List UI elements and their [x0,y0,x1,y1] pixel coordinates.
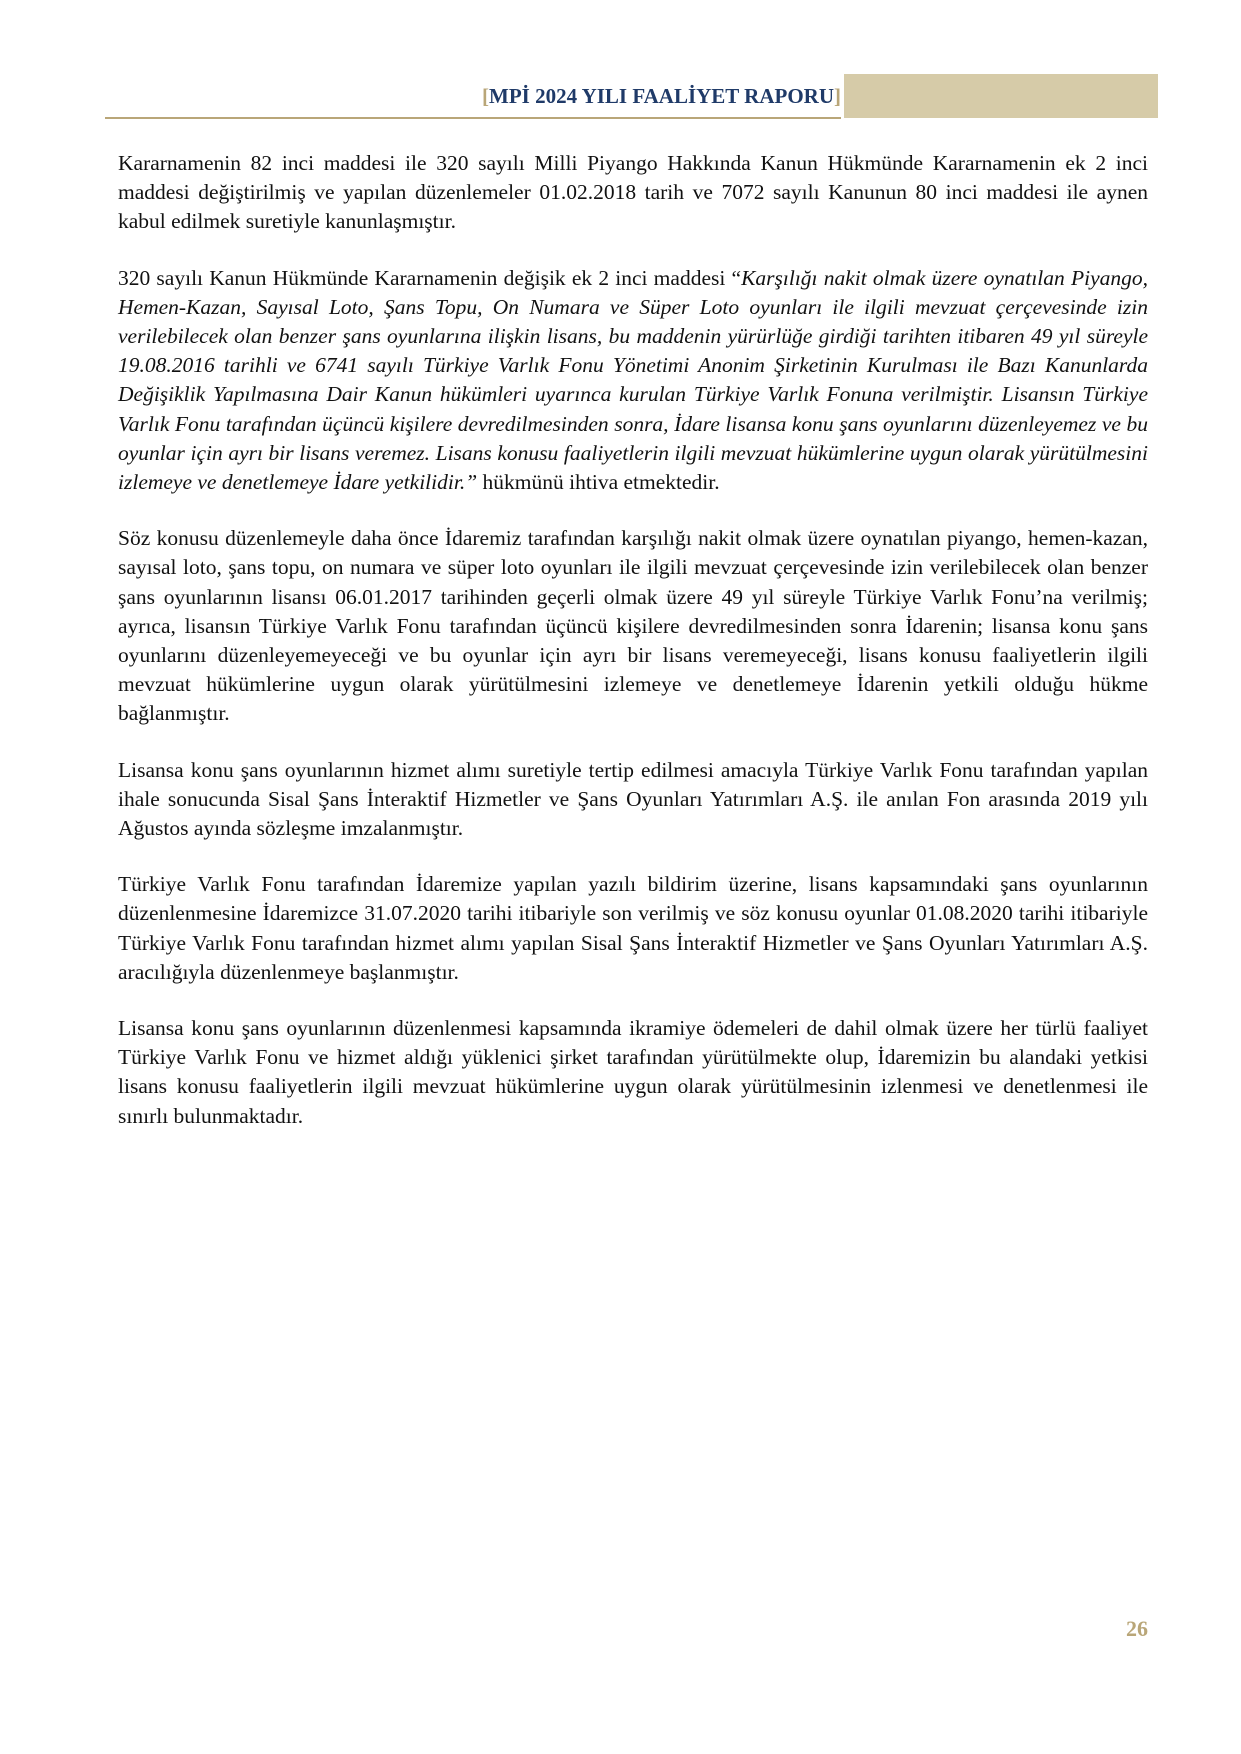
header-bracket-close: ] [834,84,841,108]
header-accent-band [844,74,1158,118]
page-header [105,74,1158,118]
paragraph-4: Lisansa konu şans oyunlarının hizmet alımı suretiyle tertip edilmesi amacıyla Türkiye Varlık Fonu tarafından yapılan ihale sonucunda Sisal Şans İnteraktif Hizmetler ve Şans Oyunları Yatırımları A.Ş. ile anılan Fon arasında 2019 yılı Ağustos ayında sözleşme imzalanmıştır. [118,757,1148,841]
paragraph-2 [118,264,1148,498]
paragraph-2-lead: 320 sayılı Kanun Hükmünde Kararnamenin değişik ek 2 inci maddesi “ [118,265,742,290]
paragraph-2-tail: hükmünü ihtiva etmektedir. [477,470,720,495]
header-title [105,74,841,118]
header-underline [105,117,841,119]
paragraph-6: Lisansa konu şans oyunlarının düzenlenmesi kapsamında ikramiye ödemeleri de dahil olmak üzere her türlü faaliyet Türkiye Varlık Fonu ve hizmet aldığı yüklenici şirket tarafından yürütülmekte olup, İdaremizin bu alandaki yetkisi lisans konusu faaliyetlerin ilgili mevzuat hükümlerine uygun olarak yürütülmesinin izlenmesi ve denetlenmesi ile sınırlı bulunmaktadır. [118,1016,1148,1128]
paragraph-2-quote: Karşılığı nakit olmak üzere oynatılan Piyango, Hemen-Kazan, Sayısal Loto, Şans Topu, On Numara ve Süper Loto oyunları ile ilgili mevzuat çerçevesinde izin verilebilecek olan benzer şans oyunlarına ilişkin lisans, bu maddenin yürürlüğe girdiği tarihten itibaren 49 yıl süreyle 19.08.2016 tarihli ve 6741 sayılı Türkiye Varlık Fonu Yönetimi Anonim Şirketinin Kurulması ile Bazı Kanunlarda Değişiklik Yapılmasına Dair Kanun hükümleri uyarınca kurulan Türkiye Varlık Fonuna verilmiştir. Lisansın Türkiye Varlık Fonu tarafından üçüncü kişilere devredilmesinden sonra, İdare lisansa konu şans oyunlarını düzenleyemez ve bu oyunlar için ayrı bir lisans veremez. Lisans konusu faaliyetlerin ilgili mevzuat hükümlerine uygun olarak yürütülmesini izlemeye ve denetlemeye İdare yetkilidir.” [118,265,1148,495]
document-body [118,149,1148,1158]
paragraph-1: Kararnamenin 82 inci maddesi ile 320 sayılı Milli Piyango Hakkında Kanun Hükmünde Kararnamenin ek 2 inci maddesi değiştirilmiş ve yapılan düzenlemeler 01.02.2018 tarih ve 7072 sayılı Kanunun 80 inci maddesi ile aynen kabul edilmek suretiyle kanunlaşmıştır. [118,151,1148,234]
header-title-text: MPİ 2024 YILI FAALİYET RAPORU [489,84,834,108]
paragraph-3: Söz konusu düzenlemeyle daha önce İdaremiz tarafından karşılığı nakit olmak üzere oynatılan piyango, hemen-kazan, sayısal loto, şans topu, on numara ve süper loto oyunları ile ilgili mevzuat çerçevesinde izin verilebilecek olan benzer şans oyunlarının lisansı 06.01.2017 tarihinden geçerli olmak üzere 49 yıl süreyle Türkiye Varlık Fonu’na verilmiş; ayrıca, lisansın Türkiye Varlık Fonu tarafından üçüncü kişilere devredilmesinden sonra İdarenin; lisansa konu şans oyunlarını düzenleyemeyeceği ve bu oyunlar için ayrı bir lisans veremeyeceği, lisans konusu faaliyetlerin ilgili mevzuat hükümlerine uygun olarak yürütülmesini izlemeye ve denetlemeye İdarenin yetkili olduğu hükme bağlanmıştır. [118,526,1148,726]
header-bracket-open: [ [482,84,490,108]
page-number: 26 [1126,1616,1148,1641]
paragraph-5: Türkiye Varlık Fonu tarafından İdaremize yapılan yazılı bildirim üzerine, lisans kapsamındaki şans oyunlarının düzenlenmesine İdaremizce 31.07.2020 tarihi itibariyle son verilmiş ve söz konusu oyunlar 01.08.2020 tarihi itibariyle Türkiye Varlık Fonu tarafından hizmet alımı yapılan Sisal Şans İnteraktif Hizmetler ve Şans Oyunları Yatırımları A.Ş. aracılığıyla düzenlenmeye başlanmıştır. [118,872,1148,984]
